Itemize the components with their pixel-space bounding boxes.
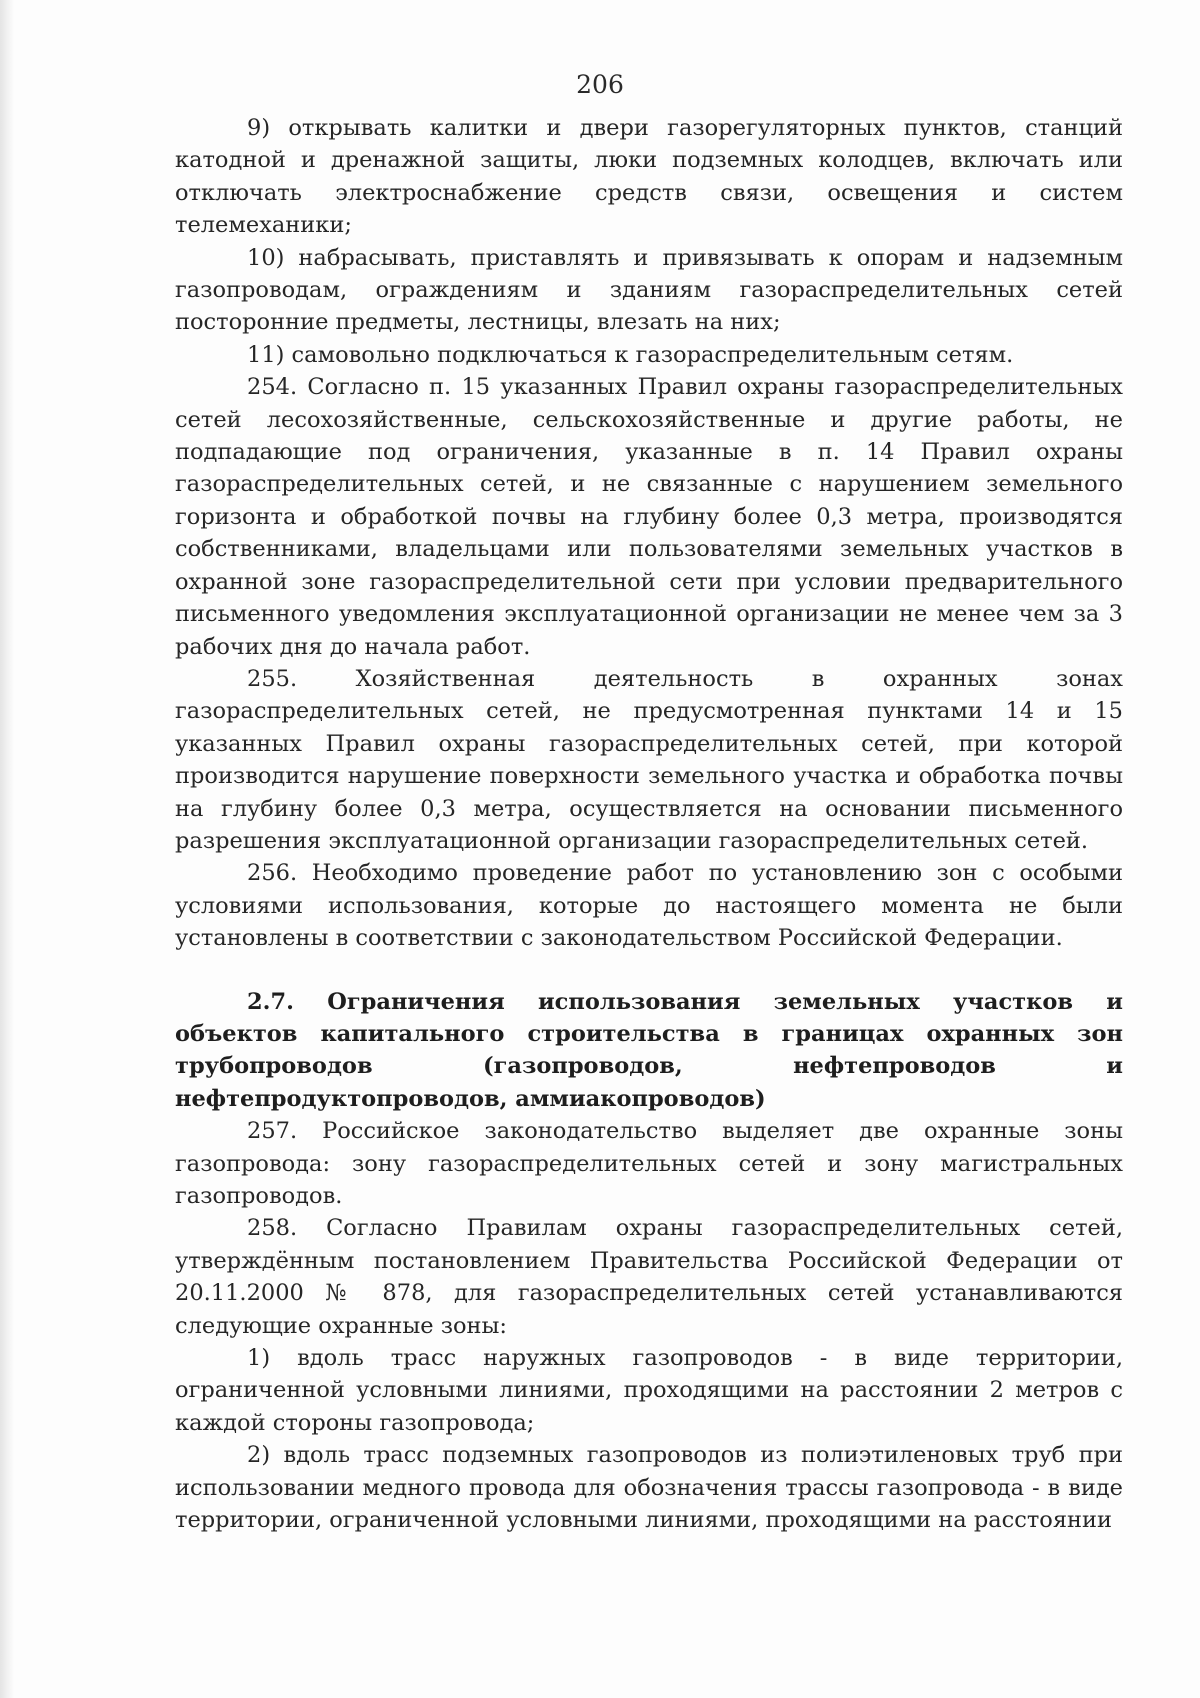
paragraph-item-11: 11) самовольно подключаться к газораспределительным сетям. bbox=[247, 341, 1014, 368]
section-heading: 2.7. Ограничения использования земельных участков и объектов капитального строительства в границах охранных зон трубопроводов (газопроводов, нефтепроводов и нефтепродуктопроводов, аммиакопроводов) bbox=[175, 988, 1123, 1112]
document-body bbox=[175, 112, 1123, 1536]
paragraph-zone-2: 2) вдоль трасс подземных газопроводов из полиэтиленовых труб при использовании медного провода для обозначения трассы газопровода - в виде территории, ограниченной условными линиями, проходящими на расстоянии bbox=[175, 1442, 1123, 1534]
paragraph-258: 258. Согласно Правилам охраны газораспределительных сетей, утверждённым постановлением Правительства Российской Федерации от 20.11.2000 № 878, для газораспределительных сетей устанавливаются следующие охранные зоны: bbox=[175, 1215, 1123, 1339]
paragraph-item-10: 10) набрасывать, приставлять и привязывать к опорам и надземным газопроводам, ограждениям и зданиям газораспределительных сетей посторонние предметы, лестницы, влезать на них; bbox=[175, 244, 1123, 336]
paragraph-257: 257. Российское законодательство выделяет две охранные зоны газопровода: зону газораспределительных сетей и зону магистральных газопроводов. bbox=[175, 1118, 1123, 1209]
paragraph-zone-1: 1) вдоль трасс наружных газопроводов - в виде территории, ограниченной условными линиями, проходящими на расстоянии 2 метров с каждой стороны газопровода; bbox=[175, 1345, 1123, 1436]
paragraph-254: 254. Согласно п. 15 указанных Правил охраны газораспределительных сетей лесохозяйственные, сельскохозяйственные и другие работы, не подпадающие под ограничения, указанные в п. 14 Правил охраны газораспределительных сетей, и не связанные с нарушением земельного горизонта и обработкой почвы на глубину более 0,3 метра, производятся собственниками, владельцами или пользователями земельных участков в охранной зоне газораспределительной сети при условии предварительного письменного уведомления эксплуатационной организации не менее чем за 3 рабочих дня до начала работ. bbox=[175, 374, 1123, 660]
paragraph-255: 255. Хозяйственная деятельность в охранных зонах газораспределительных сетей, не предусмотренная пунктами 14 и 15 указанных Правил охраны газораспределительных сетей, при которой производится нарушение поверхности земельного участка и обработка почвы на глубину более 0,3 метра, осуществляется на основании письменного разрешения эксплуатационной организации газораспределительных сетей. bbox=[175, 665, 1123, 854]
paragraph-item-9: 9) открывать калитки и двери газорегуляторных пунктов, станций катодной и дренажной защиты, люки подземных колодцев, включать или отключать электроснабжение средств связи, освещения и систем телемеханики; bbox=[175, 115, 1123, 239]
paragraph-256: 256. Необходимо проведение работ по установлению зон с особыми условиями использования, которые до настоящего момента не были установлены в соответствии с законодательством Российской Федерации. bbox=[175, 860, 1123, 952]
page-number: 206 bbox=[576, 70, 624, 99]
